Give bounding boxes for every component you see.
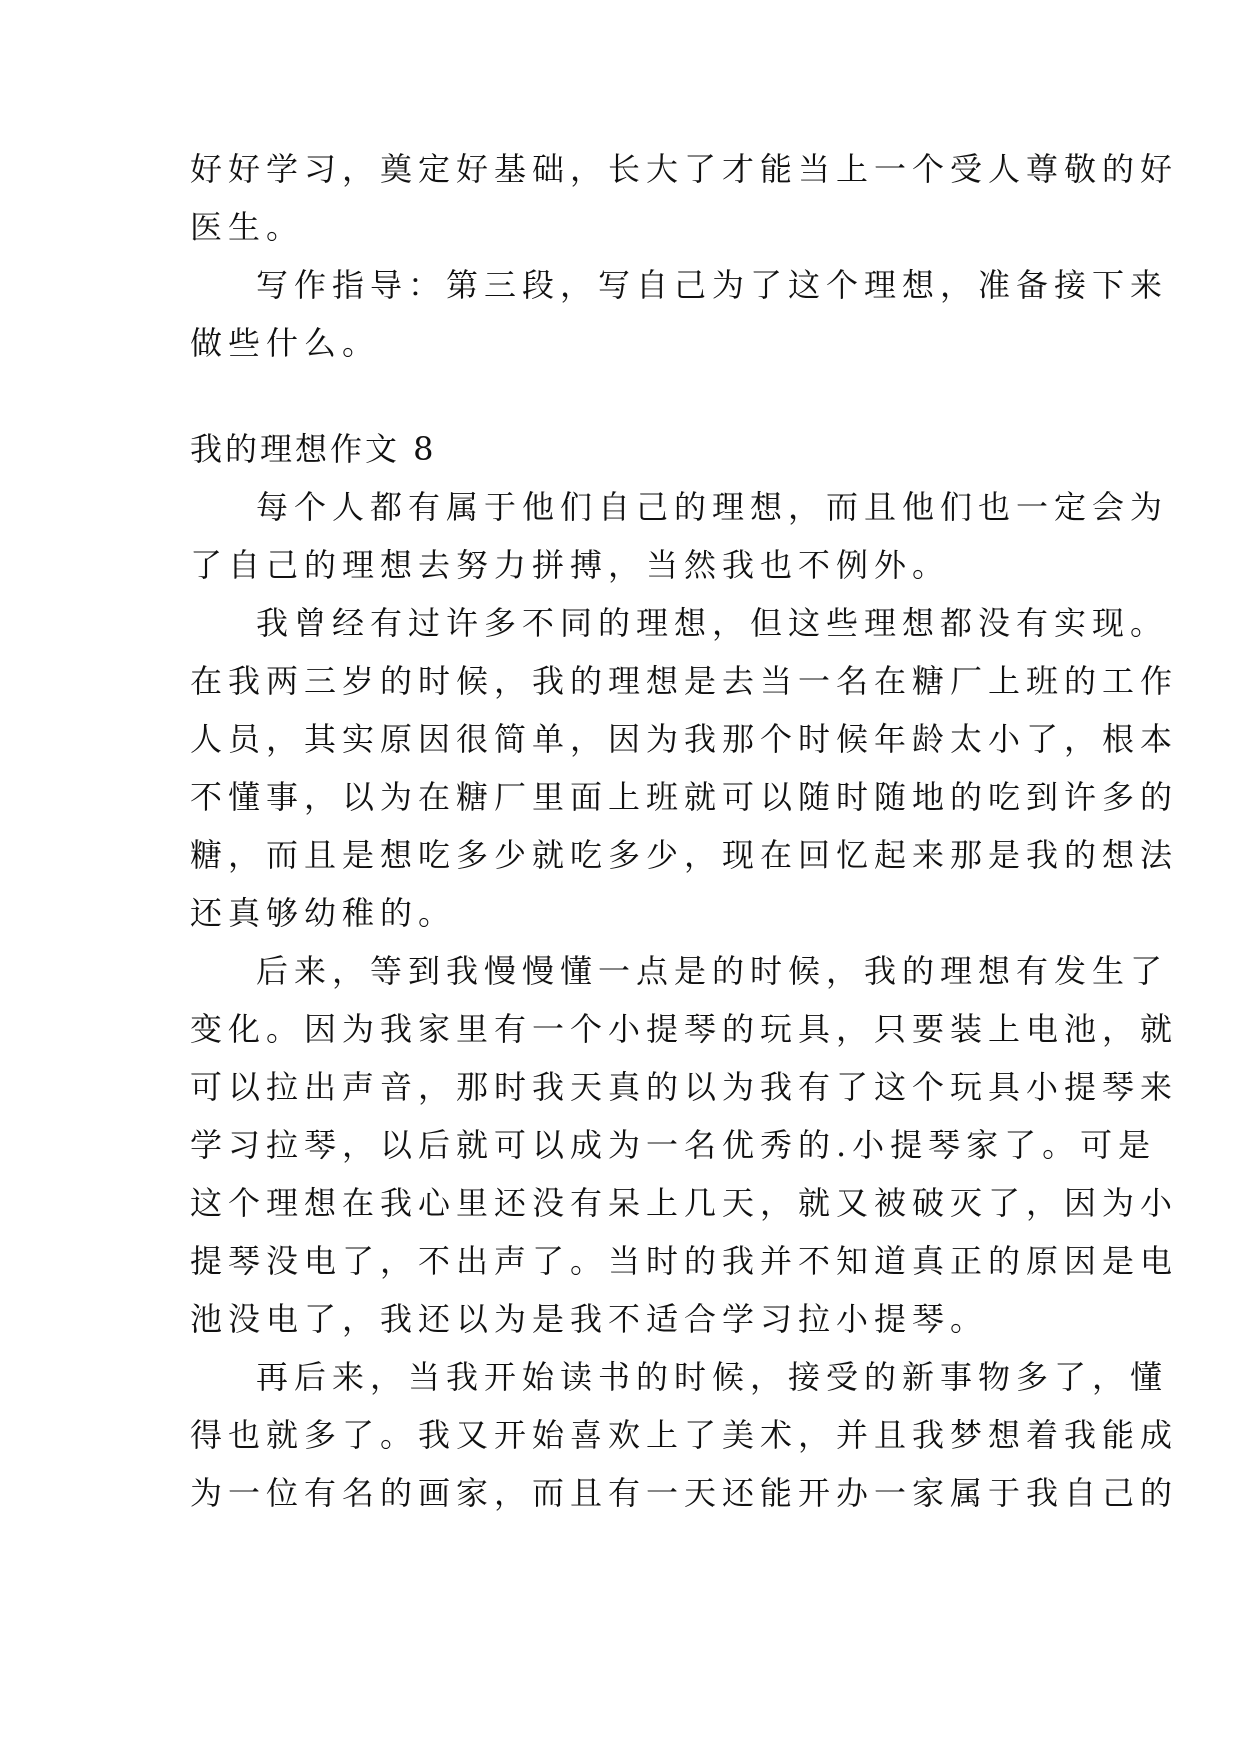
paragraph-line: 做些什么。 <box>190 324 381 362</box>
paragraph-line: 再后来，当我开始读书的时候，接受的新事物多了，懂 <box>256 1358 1169 1396</box>
paragraph-line: 可以拉出声音，那时我天真的以为我有了这个玩具小提琴来 <box>190 1068 1179 1106</box>
paragraph-line: 还真够幼稚的。 <box>190 894 457 932</box>
section-heading: 我的理想作文 8 <box>190 430 437 468</box>
paragraph-line: 得也就多了。我又开始喜欢上了美术，并且我梦想着我能成 <box>190 1416 1179 1454</box>
paragraph-line: 了自己的理想去努力拼搏，当然我也不例外。 <box>190 546 951 584</box>
paragraph-line: 好好学习，奠定好基础，长大了才能当上一个受人尊敬的好 <box>190 150 1179 188</box>
paragraph-line: 写作指导：第三段，写自己为了这个理想，准备接下来 <box>256 266 1169 304</box>
paragraph-line: 糖，而且是想吃多少就吃多少，现在回忆起来那是我的想法 <box>190 836 1179 874</box>
paragraph-line: 后来，等到我慢慢懂一点是的时候，我的理想有发生了 <box>256 952 1169 990</box>
paragraph-line: 我曾经有过许多不同的理想，但这些理想都没有实现。 <box>256 604 1169 642</box>
paragraph-line: 变化。因为我家里有一个小提琴的玩具，只要装上电池，就 <box>190 1010 1179 1048</box>
paragraph-line: 人员，其实原因很简单，因为我那个时候年龄太小了，根本 <box>190 720 1179 758</box>
paragraph-line: 学习拉琴，以后就可以成为一名优秀的.小提琴家了。可是 <box>190 1126 1157 1164</box>
paragraph-line: 提琴没电了，不出声了。当时的我并不知道真正的原因是电 <box>190 1242 1179 1280</box>
paragraph-line: 为一位有名的画家，而且有一天还能开办一家属于我自己的 <box>190 1474 1179 1512</box>
paragraph-line: 在我两三岁的时候，我的理想是去当一名在糖厂上班的工作 <box>190 662 1179 700</box>
paragraph-line: 不懂事，以为在糖厂里面上班就可以随时随地的吃到许多的 <box>190 778 1179 816</box>
paragraph-line: 每个人都有属于他们自己的理想，而且他们也一定会为 <box>256 488 1169 526</box>
paragraph-line: 池没电了，我还以为是我不适合学习拉小提琴。 <box>190 1300 989 1338</box>
document-page <box>190 140 1179 1522</box>
paragraph-line: 医生。 <box>190 208 305 246</box>
paragraph-line: 这个理想在我心里还没有呆上几天，就又被破灭了，因为小 <box>190 1184 1179 1222</box>
